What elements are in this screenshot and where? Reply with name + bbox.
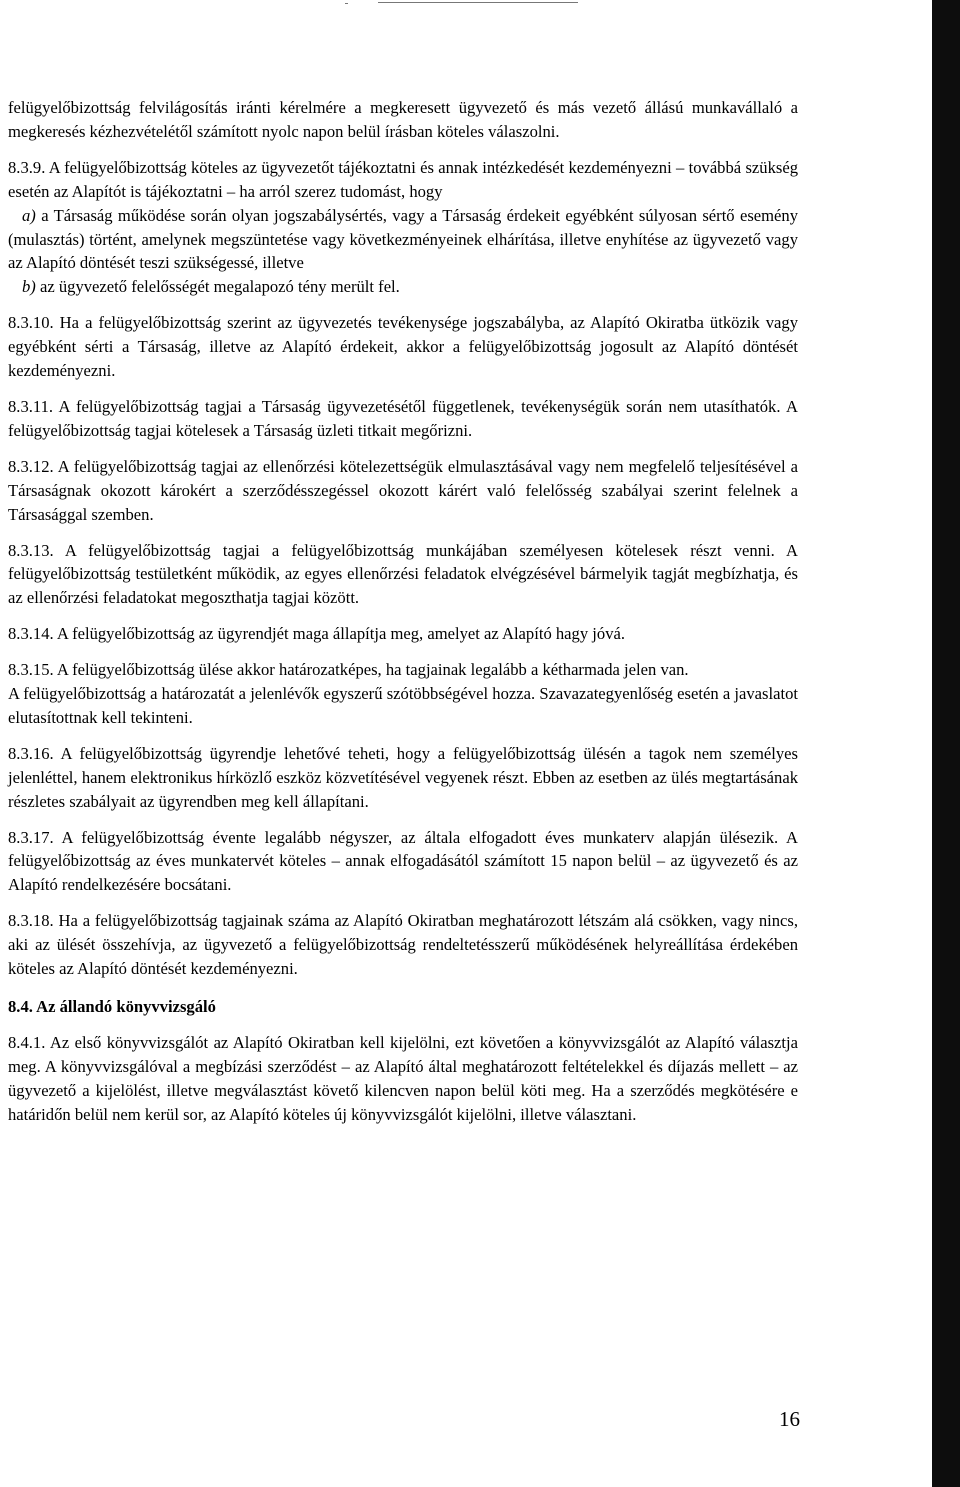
- section-heading: 8.4. Az állandó könyvvizsgáló: [8, 997, 216, 1016]
- paragraph-8-3-9: 8.3.9. A felügyelőbizottság köteles az ügyvezetőt tájékoztatni és annak intézkedését kezdeményezni – továbbá szükség esetén az Alapítót is tájékoztatni – ha arról szerez tudomást, hogy: [8, 157, 798, 201]
- paragraph-8-4-1: 8.4.1. Az első könyvvizsgálót az Alapító Okiratban kell kijelölni, ezt követően a könyvvizsgálót az Alapító választja meg. A könyvvizsgálóval a megbízási szerződést – az Alapító által meghatározott feltételekkel és díjazás mellett – az ügyvezető a kijelölést, illetve megválasztást követő kilencven napon belül köti meg. Ha a szerződés megkötésére e határidőn belül nem kerül sor, az Alapító köteles új könyvvizsgálót kijelölni, illetve választani.: [8, 1032, 798, 1124]
- paragraph-8-3-14: 8.3.14. A felügyelőbizottság az ügyrendjét maga állapítja meg, amelyet az Alapító hagy jóvá.: [8, 624, 626, 644]
- list-item-a: [8, 204, 798, 276]
- list-label-a: a): [22, 205, 36, 225]
- list-text-b: az ügyvezető felelősségét megalapozó tény merült fel.: [39, 277, 400, 297]
- scan-top-line: [378, 2, 578, 3]
- paragraph-8-3-10: 8.3.10. Ha a felügyelőbizottság szerint az ügyvezetés tevékenysége jogszabályba, az Alapító Okiratba ütközik vagy egyébként sérti a Társaság, illetve az Alapító érdekeit, akkor a felügyelőbizottság jogosult az Alapító döntését kezdeményezni.: [8, 313, 798, 381]
- page-number: 16: [779, 1407, 800, 1431]
- document-body: [8, 96, 798, 1139]
- list-item-b: [8, 275, 798, 299]
- paragraph-8-3-18: 8.3.18. Ha a felügyelőbizottság tagjainak száma az Alapító Okiratban meghatározott létszám alá csökken, vagy nincs, aki az ülését összehívja, az ügyvezető a felügyelőbizottság rendeltetésszerű működésének helyreállítása érdekében köteles az Alapító döntését kezdeményezni.: [8, 911, 798, 979]
- scan-mark: [345, 3, 348, 4]
- scan-edge-bar: [932, 0, 960, 1487]
- paragraph-8-3-15-continued: A felügyelőbizottság a határozatát a jelenlévők egyszerű szótöbbségével hozza. Szavazategyenlőség esetén a javaslatot elutasítottnak kell tekinteni.: [8, 684, 798, 727]
- list-text-a: a Társaság működése során olyan jogszabálysértés, vagy a Társaság érdekeit egyébként súlyosan sértő esemény (mulasztás) történt, amelynek megszüntetése vagy következményeinek elhárítása, illetve enyhítése az ügyvezető vagy az Alapító döntését teszi szükségessé, illetve: [8, 205, 799, 273]
- paragraph-8-3-17: 8.3.17. A felügyelőbizottság évente legalább négyszer, az általa elfogadott éves munkaterv alapján ülésezik. A felügyelőbizottság az éves munkatervét köteles – annak elfogadásától számított 15 napon belül – az ügyvezető és az Alapító rendelkezésére bocsátani.: [8, 827, 798, 895]
- paragraph-8-3-11: 8.3.11. A felügyelőbizottság tagjai a Társaság ügyvezetésétől függetlenek, tevékenységük során nem utasíthatók. A felügyelőbizottság tagjai kötelesek a Társaság üzleti titkait megőrizni.: [8, 396, 798, 440]
- paragraph-8-3-16: 8.3.16. A felügyelőbizottság ügyrendje lehetővé teheti, hogy a felügyelőbizottság ülésén a tagok nem személyes jelenléttel, hanem elektronikus hírközlő eszköz közvetítésével vegyenek részt. Ebben az esetben az ülés megtartásának részletes szabályait az ügyrendben meg kell állapítani.: [8, 743, 798, 811]
- list-label-b: b): [22, 277, 36, 297]
- paragraph-8-3-12: 8.3.12. A felügyelőbizottság tagjai az ellenőrzési kötelezettségük elmulasztásával vagy nem megfelelő teljesítésével a Társaságnak okozott károkért a szerződésszegéssel okozott kárért való felelősség szabályai szerint felelnek a Társasággal szemben.: [8, 456, 798, 524]
- paragraph-8-3-13: 8.3.13. A felügyelőbizottság tagjai a felügyelőbizottság munkájában személyesen kötelesek részt venni. A felügyelőbizottság testületként működik, az egyes ellenőrzési feladatok elvégzésével bármelyik tagját megbízhatja, és az ellenőrzési feladatokat megoszthatja tagjai között.: [8, 540, 798, 608]
- paragraph-continuation: felügyelőbizottság felvilágosítás iránti kérelmére a megkeresett ügyvezető és más vezető állású munkavállaló a megkeresés kézhezvételétől számított nyolc napon belül írásban köteles válaszolni.: [8, 98, 798, 141]
- paragraph-8-3-15: 8.3.15. A felügyelőbizottság ülése akkor határozatképes, ha tagjainak legalább a kétharmada jelen van.: [8, 660, 689, 680]
